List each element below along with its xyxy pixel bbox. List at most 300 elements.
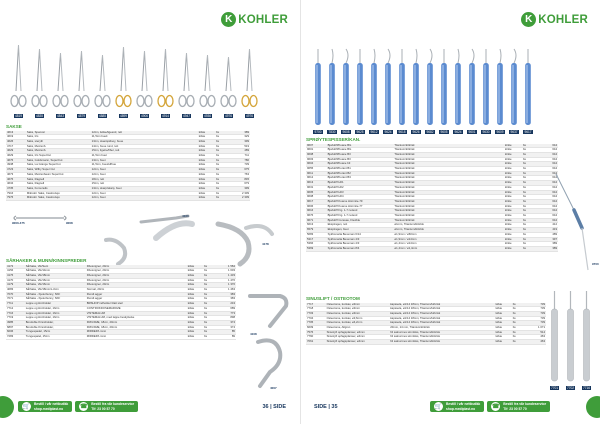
instrument-item	[424, 47, 436, 134]
table-cell: VISTEMALUM, med lappe beskyttelse	[86, 316, 187, 321]
table-cell: 9601	[306, 148, 327, 153]
item-code: 4835	[35, 114, 44, 118]
table-cell: kirkie	[198, 139, 215, 144]
instrument-item	[312, 47, 324, 134]
long-instrument-image	[552, 170, 596, 280]
table-cell: kirkie	[198, 186, 215, 191]
table-cell: kirkie	[504, 199, 522, 204]
table-cell: Bonduble Kinnsholder,	[25, 320, 86, 325]
table-cell: kirkie	[504, 228, 522, 233]
blue-handle-instrument-icon	[438, 47, 450, 129]
table-cell: 399	[230, 186, 250, 191]
table-cell: bs	[203, 265, 217, 269]
blue-handle-instrument-icon	[326, 47, 338, 129]
table-cell: bs	[215, 172, 230, 177]
table-cell: BRSHOP indholder blatt steri	[86, 302, 187, 307]
table-cell: kirkie	[504, 246, 522, 251]
table-cell: 739	[526, 303, 546, 307]
table-cell: bs	[522, 195, 537, 200]
table-cell: Saks, Goldsmann, SuperCut	[26, 158, 91, 163]
table-cell: VISTEMALUM	[86, 311, 187, 316]
table-cell: 644	[537, 185, 558, 190]
sarhaker-section	[6, 258, 236, 340]
table-cell: bs	[203, 278, 217, 283]
table-cell: kirkie	[504, 242, 522, 247]
table-cell: 644	[537, 199, 558, 204]
table-cell: 9671	[306, 218, 327, 223]
kohler-k-icon: K	[221, 12, 236, 27]
table-cell: bs	[203, 302, 217, 307]
table-cell: kirkie	[198, 163, 215, 168]
table-cell: Titanium/kirkrisk	[393, 144, 504, 148]
table-cell: 4673	[6, 172, 26, 177]
table-cell: Titanium/kirkrisk	[393, 176, 504, 181]
table-cell: 644	[537, 144, 558, 148]
item-code: 9626	[412, 130, 420, 134]
table-cell: 9604	[306, 162, 327, 167]
table-cell: Sårhake, Vik/18mm/L-0cm	[25, 288, 86, 293]
table-cell: 13cm, buet	[91, 158, 198, 163]
table-cell: 6609	[306, 326, 326, 331]
table-row	[6, 335, 236, 340]
table-cell: bs	[512, 303, 527, 307]
table-cell: kirkie	[198, 158, 215, 163]
table-cell: 4170	[6, 278, 25, 283]
table-cell: 7576	[306, 330, 326, 335]
scissors-icon	[136, 49, 153, 113]
table-cell: bs	[522, 157, 537, 162]
table-cell: Bjorklöff Kuame Hönmite-77	[327, 204, 394, 209]
table-cell: kirkie	[187, 311, 203, 316]
table-cell: 6006	[6, 330, 25, 335]
scissors-icon	[220, 55, 237, 113]
table-cell: Sårhake, Vik/Sent	[25, 265, 86, 269]
table-cell: 780	[230, 158, 250, 163]
table-cell: 463	[526, 335, 546, 340]
phone-icon: ☎	[80, 404, 88, 410]
table-cell: Saks, Metzenb.	[26, 149, 91, 154]
table-cell: kapssela, ø1/14 18mm, Titanium/kirkrisk	[389, 316, 494, 321]
table-cell: 1 470	[217, 278, 236, 283]
table-cell: kirkie	[495, 321, 512, 326]
item-code: 7701	[550, 386, 559, 390]
table-cell: bs	[512, 335, 527, 340]
table-cell: 644	[537, 214, 558, 219]
table-cell: Rundt agger	[86, 292, 187, 297]
instrument-item	[396, 47, 408, 134]
table-cell: kirkie	[187, 297, 203, 302]
product-table	[306, 144, 558, 252]
table-cell: kirkie	[187, 278, 203, 283]
scissors-icon	[115, 45, 132, 113]
table-cell: 489	[537, 232, 558, 237]
kohler-logo: K KOHLER	[221, 12, 288, 27]
table-cell: 4634	[6, 182, 26, 187]
instrument-item	[466, 47, 478, 134]
table-cell: bs	[203, 311, 217, 316]
table-cell: kirkie	[504, 167, 522, 172]
item-code: 4976	[245, 114, 254, 118]
table-cell: 1 433	[217, 273, 236, 278]
table-cell: Sårhake, Vik/16mm	[25, 283, 86, 288]
item-code: 9609	[496, 130, 504, 134]
table-cell: bs	[215, 139, 230, 144]
table-cell: Titanium/kirkrisk	[393, 157, 504, 162]
scissors-item	[94, 53, 111, 118]
table-cell: 679	[230, 182, 250, 187]
table-cell: Titanium/kirkrisk	[393, 181, 504, 186]
table-cell: bs	[522, 223, 537, 228]
table-cell: Leppe og kinnholder	[25, 302, 86, 307]
instrument-item	[522, 47, 534, 134]
table-cell: 644	[537, 148, 558, 153]
table-cell: 4179	[6, 283, 25, 288]
table-row	[306, 246, 558, 251]
table-cell: 374	[217, 320, 236, 325]
scissors-icon	[94, 53, 111, 113]
table-cell: 9616	[306, 209, 327, 214]
table-cell: 7711	[6, 302, 25, 307]
table-cell: 4723	[6, 168, 26, 173]
table-cell: bs	[522, 181, 537, 186]
table-cell: 7916	[6, 191, 26, 196]
table-cell: 2 309	[230, 191, 250, 196]
table-cell: kirkie	[504, 171, 522, 176]
table-cell: kirkie	[504, 144, 522, 148]
table-cell: Leppe og kinnholder, 16cm	[25, 306, 86, 311]
item-code: 4936	[203, 114, 212, 118]
table-cell: bs	[522, 232, 537, 237]
table-cell: kirkie	[504, 218, 522, 223]
table-cell: 243	[217, 302, 236, 307]
table-row	[306, 340, 546, 345]
item-code: 4947	[182, 114, 191, 118]
instrument-item	[410, 47, 422, 134]
table-cell: Bjorklöff/Kuane B3	[327, 152, 394, 157]
table-cell: bs	[203, 269, 217, 274]
table-cell: 4629	[6, 154, 26, 159]
table-cell: kirkie	[504, 223, 522, 228]
table-cell: Sinuslyft opfagsplanser, ø4mm	[326, 330, 390, 335]
table-cell: bs	[512, 311, 527, 316]
decorative-circle	[0, 396, 14, 418]
table-cell: kirkie	[504, 237, 522, 242]
table-cell: kirkie	[187, 325, 203, 330]
table-cell: kirkie	[504, 185, 522, 190]
table-cell: 644	[537, 167, 558, 172]
table-cell: 9617	[306, 199, 327, 204]
table-cell: Mikrokir. Saks, Castroviejo	[26, 191, 91, 196]
phone-icon: ☎	[492, 404, 500, 410]
table-cell: bs	[522, 199, 537, 204]
table-cell: Titanium/kirkrisk	[393, 148, 504, 153]
cart-icon: 🛒	[434, 404, 443, 410]
table-cell: 374	[217, 325, 236, 330]
table-cell: 419	[537, 228, 558, 233]
table-cell: bs	[522, 152, 537, 157]
table-cell: Saks, Iris	[26, 135, 91, 140]
table-cell: 4676	[6, 158, 26, 163]
product-table	[6, 265, 236, 340]
table-cell: 412	[537, 223, 558, 228]
table-cell: 898	[217, 316, 236, 321]
page-number: SIDE | 35	[314, 404, 338, 410]
table-cell: Sinuslyft opfagsplanser, ø4mm	[326, 335, 390, 340]
table-cell: 463	[526, 340, 546, 345]
table-cell: bs	[522, 204, 537, 209]
table-cell: bs	[203, 273, 217, 278]
table-cell: bs	[522, 228, 537, 233]
table-cell: 7760	[306, 335, 326, 340]
table-cell: ø1,4mm / ø14mm	[393, 242, 504, 247]
left-footer	[0, 392, 300, 424]
table-cell: 644	[537, 204, 558, 209]
table-cell: bs	[522, 185, 537, 190]
table-cell: 644	[537, 152, 558, 157]
table-cell: 13cm, skarp/skarp, buet	[91, 186, 198, 191]
table-cell: Bjorklöff Kuame Hönmite-79	[327, 199, 394, 204]
instrument-item	[326, 47, 338, 134]
table-cell: Saks, Ragnell	[26, 182, 91, 187]
table-cell: Osteotome, konkav, ø3mm	[326, 303, 390, 307]
table-cell: 689	[217, 306, 236, 311]
table-cell: 711	[230, 154, 250, 159]
table-cell: 739	[526, 321, 546, 326]
scissors-icon	[157, 47, 174, 113]
table-cell: 7070	[6, 292, 25, 297]
table-cell: Saks, steryth	[26, 139, 91, 144]
table-cell: bs	[215, 149, 230, 154]
table-cell: Bjorklöff H03	[327, 190, 394, 195]
table-cell: Sinuslyft opfagsplanser, ø4mm	[326, 340, 390, 345]
table-cell: kapssela, ø1/14 18mm, Titanium/kirkrisk	[389, 311, 494, 316]
table-cell: bs	[522, 218, 537, 223]
table-cell: Normal, 20cm	[86, 288, 187, 293]
table-cell: kirkie	[495, 335, 512, 340]
table-cell: 6897	[6, 325, 25, 330]
table-cell: Saks, Ragnell	[26, 177, 91, 182]
table-cell: 7716	[6, 311, 25, 316]
scissors-item	[52, 51, 69, 118]
table-cell: 4735	[6, 186, 26, 191]
table-cell: Osteotome, konkav, ø3mm	[326, 311, 390, 316]
table-cell: bs	[215, 177, 230, 182]
table-cell: 6613	[306, 223, 327, 228]
item-code: 7716	[582, 386, 591, 390]
order-bar	[430, 400, 550, 413]
table-cell: 489	[230, 149, 250, 154]
table-cell: hil satnormes sinmlsks, Titanium/kirkrisk	[389, 330, 494, 335]
table-cell: 6579	[306, 228, 327, 233]
product-table	[306, 303, 546, 345]
instrument-item	[494, 47, 506, 134]
table-cell: Dbosvigner, 20cm	[86, 283, 187, 288]
table-cell: kirkie	[187, 335, 203, 340]
table-cell: Bjorklöff/Kuane B3	[327, 157, 394, 162]
table-cell: kirkie	[198, 168, 215, 173]
instrument-item	[438, 47, 450, 134]
item-code: 7830	[328, 130, 336, 134]
table-cell: Osteotome, konkav, ø4,2mm	[326, 321, 390, 326]
table-cell: bs	[522, 176, 537, 181]
table-cell: 9611	[306, 171, 327, 176]
table-cell: Mikrokir. Saks, Castroviejo	[26, 196, 91, 201]
table-cell: kirkie	[198, 196, 215, 201]
scissors-item	[10, 43, 27, 118]
table-cell: 644	[537, 176, 558, 181]
table-cell: CONTROKDOSEMAROZE	[86, 306, 187, 311]
scissors-image-strip	[10, 36, 255, 118]
customer-service-link[interactable]: ☎ Bestill fra vår kundeservice Tlf: 23 00 57 70	[487, 401, 550, 412]
table-cell: bs	[203, 330, 217, 335]
table-cell: Dbosvigner, 20cm	[86, 269, 187, 274]
scissors-item	[241, 47, 258, 118]
scissors-icon	[178, 51, 195, 113]
table-cell: 7718	[306, 307, 326, 312]
table-cell: 644	[537, 181, 558, 186]
table-cell: kirkie	[504, 162, 522, 167]
table-cell: kirkie	[495, 316, 512, 321]
table-cell: 9612	[306, 176, 327, 181]
decorative-circle	[586, 396, 600, 418]
table-cell: Bjorklöff/Kurant B2	[327, 171, 394, 176]
table-cell: Saks, Wilby Super Cut	[26, 168, 91, 173]
table-cell: kirkie	[504, 195, 522, 200]
table-cell: bs	[215, 191, 230, 196]
table-cell: 739	[526, 311, 546, 316]
blue-handle-instrument-icon	[368, 47, 380, 129]
table-cell: Saks, Fomonulis	[26, 186, 91, 191]
table-cell: 4676	[6, 177, 26, 182]
table-cell: Sårhake, Vik/16mm	[25, 278, 86, 283]
table-cell: kirkie	[187, 306, 203, 311]
table-cell: Titanium/kirkrisk	[393, 162, 504, 167]
blue-handle-instrument-icon	[522, 47, 534, 129]
instrument-item	[480, 47, 492, 134]
instrument-item	[382, 47, 394, 134]
item-code: 9637	[510, 130, 518, 134]
table-cell: Titanium/kirkrisk	[393, 185, 504, 190]
table-cell: bs	[512, 340, 527, 345]
table-cell: 12cm, buet	[91, 168, 198, 173]
blue-handle-instrument-icon	[382, 47, 394, 129]
table-cell: kirkie	[504, 176, 522, 181]
table-cell: kapssela, ø1/14 18mm, Titanium/kirkrisk	[389, 321, 494, 326]
table-cell: bs	[522, 214, 537, 219]
table-cell: 7071	[6, 297, 25, 302]
customer-service-link[interactable]: ☎ Bestill fra vår kundeservice Tlf: 23 00 57 70	[75, 401, 138, 412]
table-cell: bs	[203, 335, 217, 340]
table-cell: 12cm, lukke/ligeend, rett	[91, 131, 198, 135]
webshop-link[interactable]: 🛒 Bestill i vår nettbutikk shop.mediplast.no	[18, 401, 72, 412]
table-cell: Leppe og kinnholder, 16cm	[25, 311, 86, 316]
scissors-icon	[199, 53, 216, 113]
table-cell: bs	[512, 316, 527, 321]
table-cell: ø1,9mm / ø60mm	[393, 232, 504, 237]
cart-icon: 🛒	[22, 404, 31, 410]
table-cell: 9603	[306, 157, 327, 162]
table-cell: Bjorklöff/Kuane BG	[327, 144, 394, 148]
table-cell: kirkie	[504, 232, 522, 237]
table-cell: Bjorklöff/Kuane BG	[327, 148, 394, 153]
item-code: 4976	[224, 114, 233, 118]
table-cell: 4613	[6, 131, 26, 135]
table-cell: kirkie	[187, 320, 203, 325]
sinuslift-section	[306, 296, 546, 345]
item-code: 9605	[440, 130, 448, 134]
table-cell: kirkie	[495, 311, 512, 316]
table-cell: 399	[230, 139, 250, 144]
table-cell: kirkie	[198, 131, 215, 135]
table-cell: kirkie	[504, 204, 522, 209]
table-cell: kirkie	[504, 181, 522, 186]
table-cell: 13cm, stae/spidsoy, buue	[91, 139, 198, 144]
table-cell: bs	[512, 326, 527, 331]
osteotome-item	[580, 289, 593, 390]
table-cell: kirkie	[504, 157, 522, 162]
page-number: 36 | SIDE	[262, 404, 286, 410]
table-cell: kirkie	[187, 283, 203, 288]
table-cell: Ekspiragen, buet	[327, 228, 394, 233]
right-footer	[300, 392, 600, 424]
table-cell: 644	[537, 195, 558, 200]
item-code: 9625	[356, 130, 364, 134]
table-cell: 7703	[306, 311, 326, 316]
table-cell: 7061	[306, 340, 326, 345]
table-cell: FRIGSME, 18cm, 20mm	[86, 320, 187, 325]
table-cell: Saks, Iris SuperCut	[26, 154, 91, 159]
table-cell: Titanium/kirkrisk	[393, 199, 504, 204]
table-cell: 11,5cm buet	[91, 154, 198, 159]
table-cell: Titanium/kirkrisk	[393, 152, 504, 157]
scissors-item	[73, 49, 90, 118]
item-code: 9617	[524, 130, 532, 134]
table-cell: Saks, Metzenbaum SuperCut	[26, 172, 91, 177]
table-cell: 15cm, rett	[91, 182, 198, 187]
table-cell: bs	[522, 148, 537, 153]
item-code: 4843	[56, 114, 65, 118]
table-cell: Bjorklöff/Kuane b3	[327, 162, 394, 167]
table-cell: 4985	[6, 320, 25, 325]
table-cell: bs	[522, 167, 537, 172]
table-cell: 4938	[6, 163, 26, 168]
table-cell: 7283	[6, 335, 25, 340]
table-cell: MIRDEPA mmn	[86, 335, 187, 340]
table-cell: kirkie	[495, 330, 512, 335]
table-cell: 9613	[306, 181, 327, 186]
webshop-link[interactable]: 🛒 Bestill i vår nettbutikk shop.mediplast.no	[430, 401, 484, 412]
table-cell: Bjorklöff H04	[327, 195, 394, 200]
item-code: 4879	[77, 114, 86, 118]
table-cell: bs	[215, 154, 230, 159]
table-cell: 12cm, buet	[91, 196, 198, 201]
blue-handle-instrument-icon	[396, 47, 408, 129]
scissors-item	[31, 47, 48, 118]
table-cell: 4626	[6, 139, 26, 144]
table-cell: bs	[203, 292, 217, 297]
table-cell: 773	[217, 311, 236, 316]
blue-handle-instrument-icon	[480, 47, 492, 129]
table-cell: 845	[230, 177, 250, 182]
table-cell: 5369	[306, 246, 327, 251]
table-cell: kirkie	[187, 302, 203, 307]
table-cell: bs	[215, 196, 230, 201]
table-cell: Sårhake, Vik/14mm	[25, 269, 86, 274]
table-cell: bs	[522, 190, 537, 195]
blue-handle-instrument-icon	[424, 47, 436, 129]
blue-handle-instrument-icon	[312, 47, 324, 129]
table-cell: Titanium/kirkrisk	[393, 218, 504, 223]
